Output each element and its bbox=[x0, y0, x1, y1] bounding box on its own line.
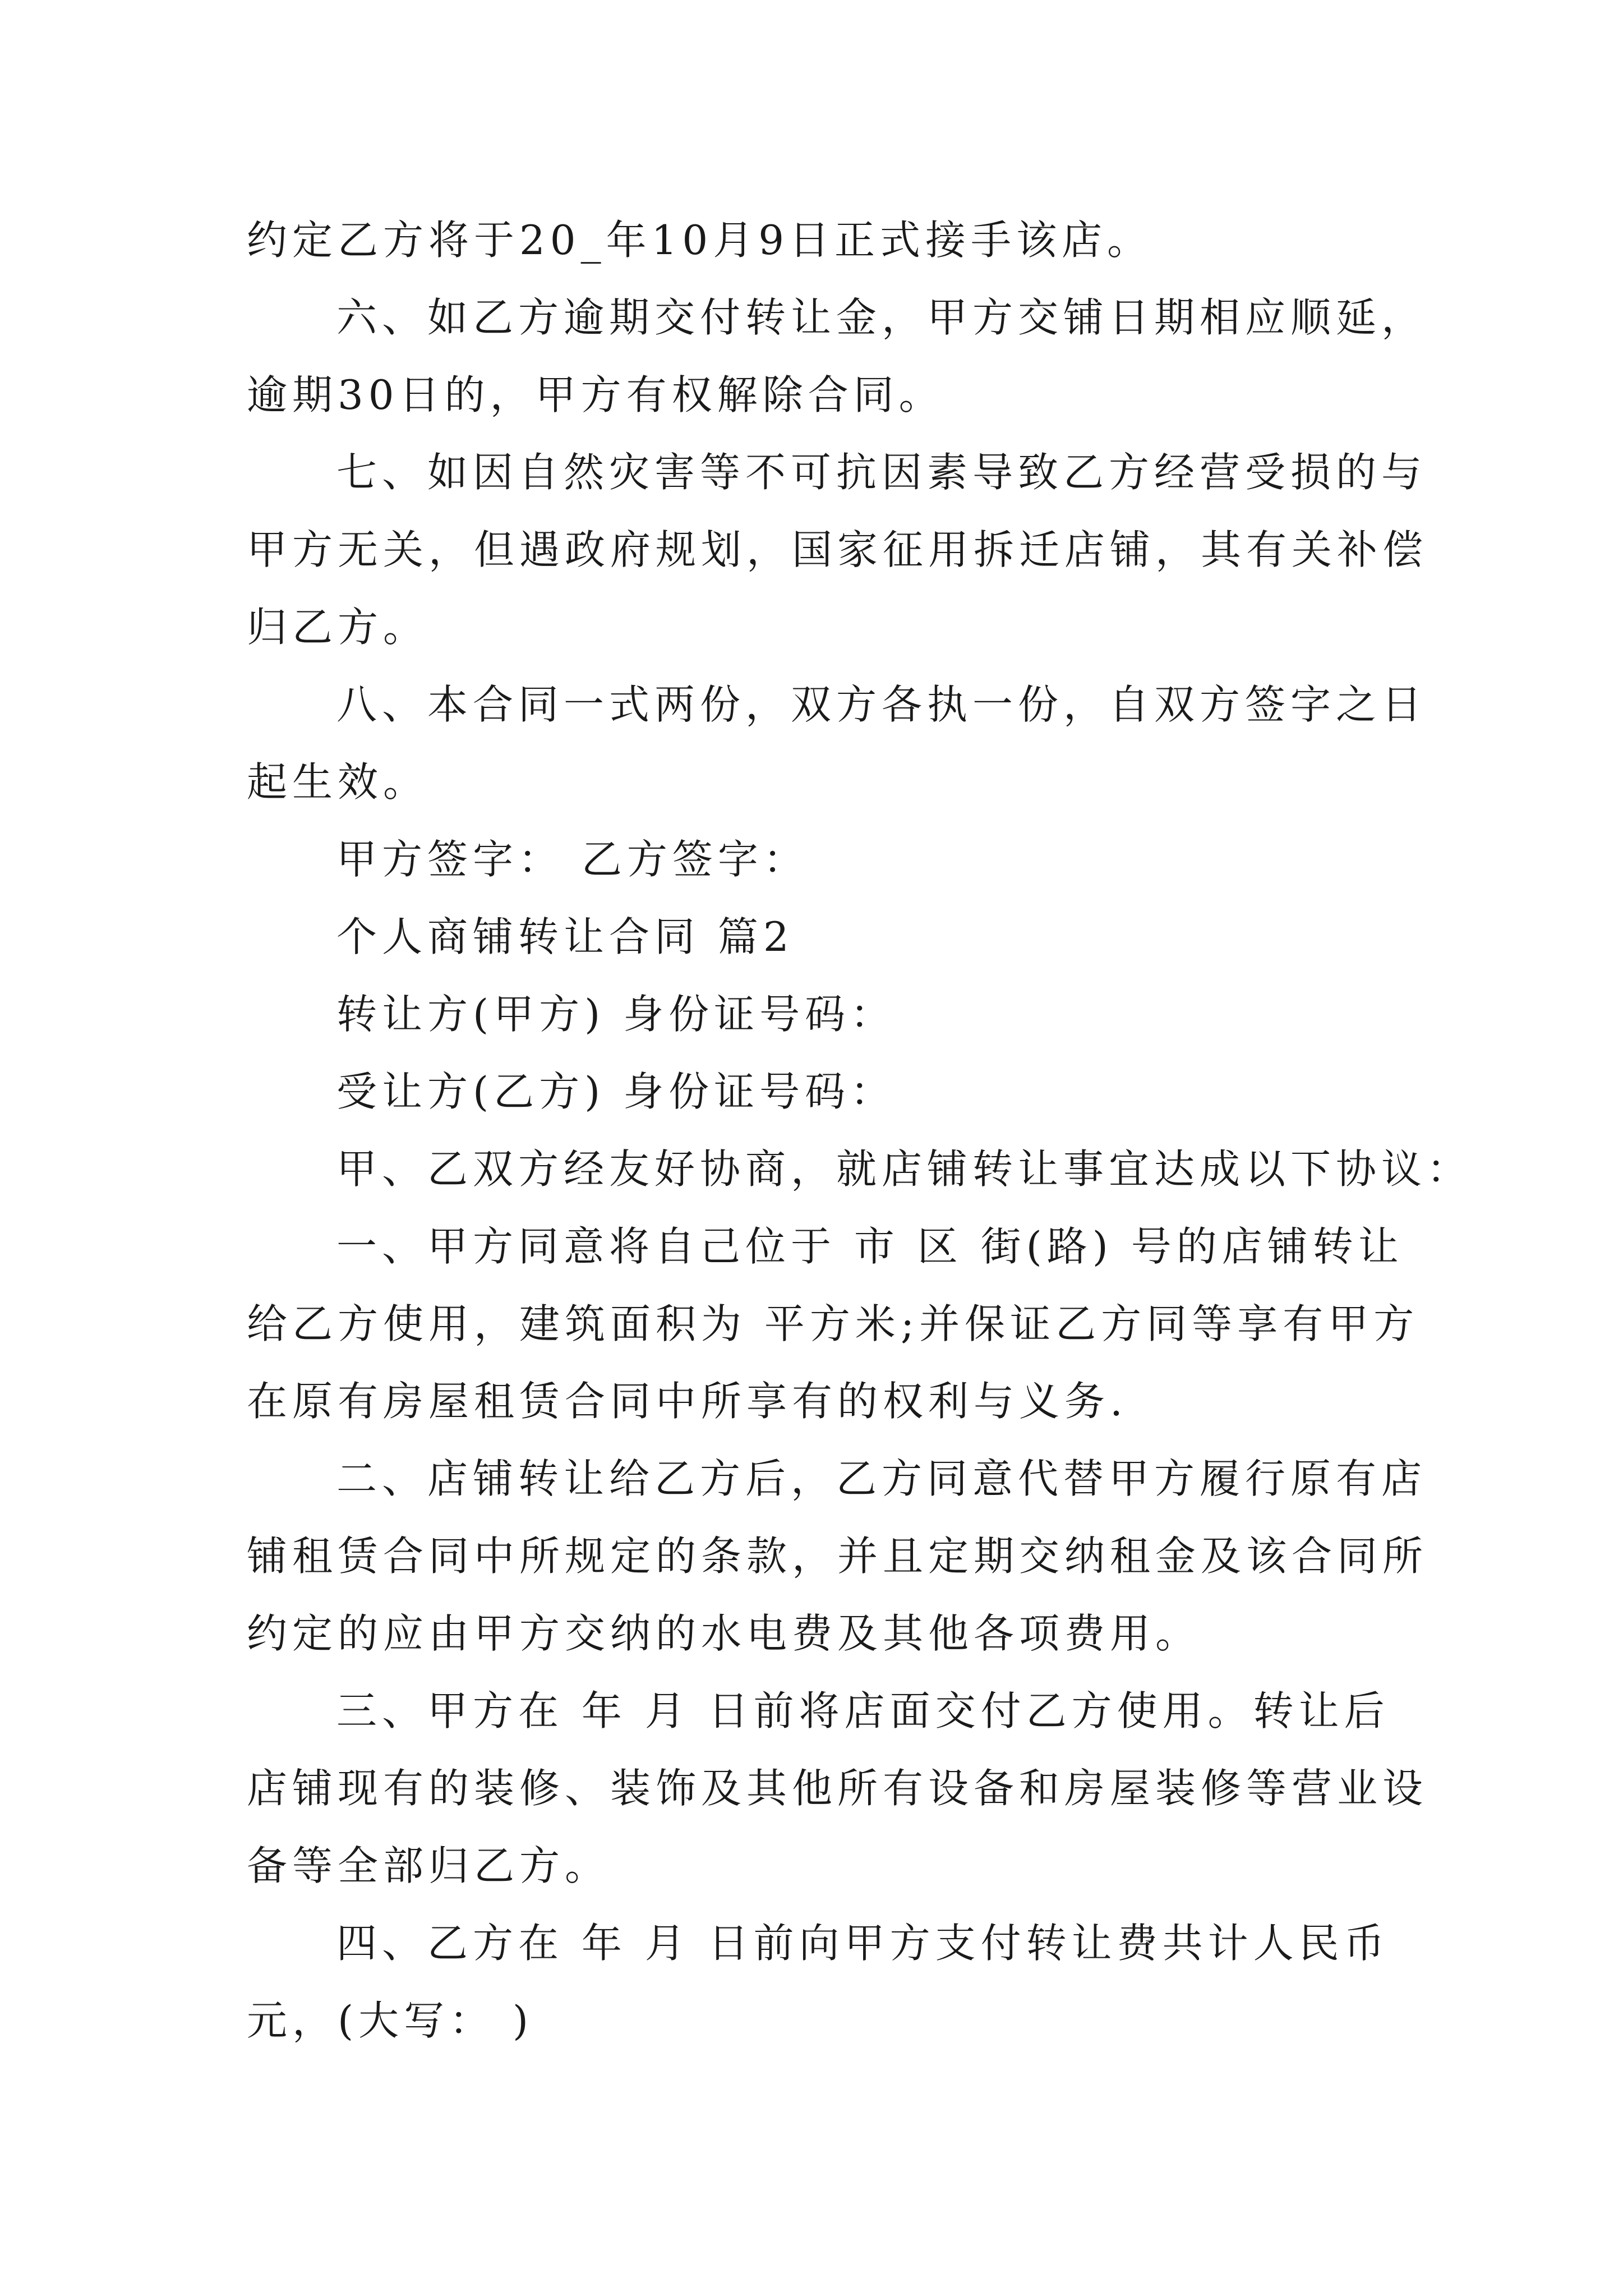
paragraph-line: 归乙方。 bbox=[247, 604, 429, 651]
paragraph-line: 备等全部归乙方。 bbox=[247, 1842, 611, 1889]
paragraph-line: 元，(大写： ) bbox=[247, 1997, 534, 2044]
paragraph-line: 约定乙方将于20_年10月9日正式接手该店。 bbox=[247, 217, 1153, 264]
paragraph-line: 给乙方使用，建筑面积为 平方米;并保证乙方同等享有甲方 bbox=[247, 1300, 1419, 1347]
clause-three-line: 三、甲方在 年 月 日前将店面交付乙方使用。转让后 bbox=[336, 1687, 1390, 1734]
paragraph-line: 逾期30日的，甲方有权解除合同。 bbox=[247, 371, 944, 418]
clause-two-line: 二、店铺转让给乙方后，乙方同意代替甲方履行原有店 bbox=[336, 1455, 1427, 1502]
paragraph-line: 铺租赁合同中所规定的条款，并且定期交纳租金及该合同所 bbox=[247, 1533, 1428, 1580]
paragraph-line: 在原有房屋租赁合同中所享有的权利与义务. bbox=[247, 1378, 1128, 1425]
paragraph-line: 起生效。 bbox=[247, 758, 429, 806]
agreement-intro-line: 甲、乙双方经友好协商，就店铺转让事宜达成以下协议： bbox=[336, 1145, 1473, 1193]
clause-four-line: 四、乙方在 年 月 日前向甲方支付转让费共计人民币 bbox=[336, 1920, 1390, 1967]
signature-line: 甲方签字： 乙方签字： bbox=[336, 836, 809, 883]
transferee-line: 受让方(乙方) 身份证号码： bbox=[336, 1068, 896, 1115]
clause-seven-line: 七、如因自然灾害等不可抗因素导致乙方经营受损的与 bbox=[336, 449, 1427, 496]
paragraph-line: 店铺现有的装修、装饰及其他所有设备和房屋装修等营业设 bbox=[247, 1765, 1428, 1812]
clause-one-line: 一、甲方同意将自己位于 市 区 街(路) 号的店铺转让 bbox=[336, 1223, 1404, 1270]
paragraph-line: 约定的应由甲方交纳的水电费及其他各项费用。 bbox=[247, 1610, 1201, 1657]
clause-six-line: 六、如乙方逾期交付转让金，甲方交铺日期相应顺延， bbox=[336, 294, 1427, 341]
section-title: 个人商铺转让合同 篇2 bbox=[336, 913, 794, 960]
clause-eight-line: 八、本合同一式两份，双方各执一份，自双方签字之日 bbox=[336, 681, 1427, 728]
transferor-line: 转让方(甲方) 身份证号码： bbox=[336, 991, 896, 1038]
paragraph-line: 甲方无关，但遇政府规划，国家征用拆迁店铺，其有关补偿 bbox=[247, 526, 1428, 573]
